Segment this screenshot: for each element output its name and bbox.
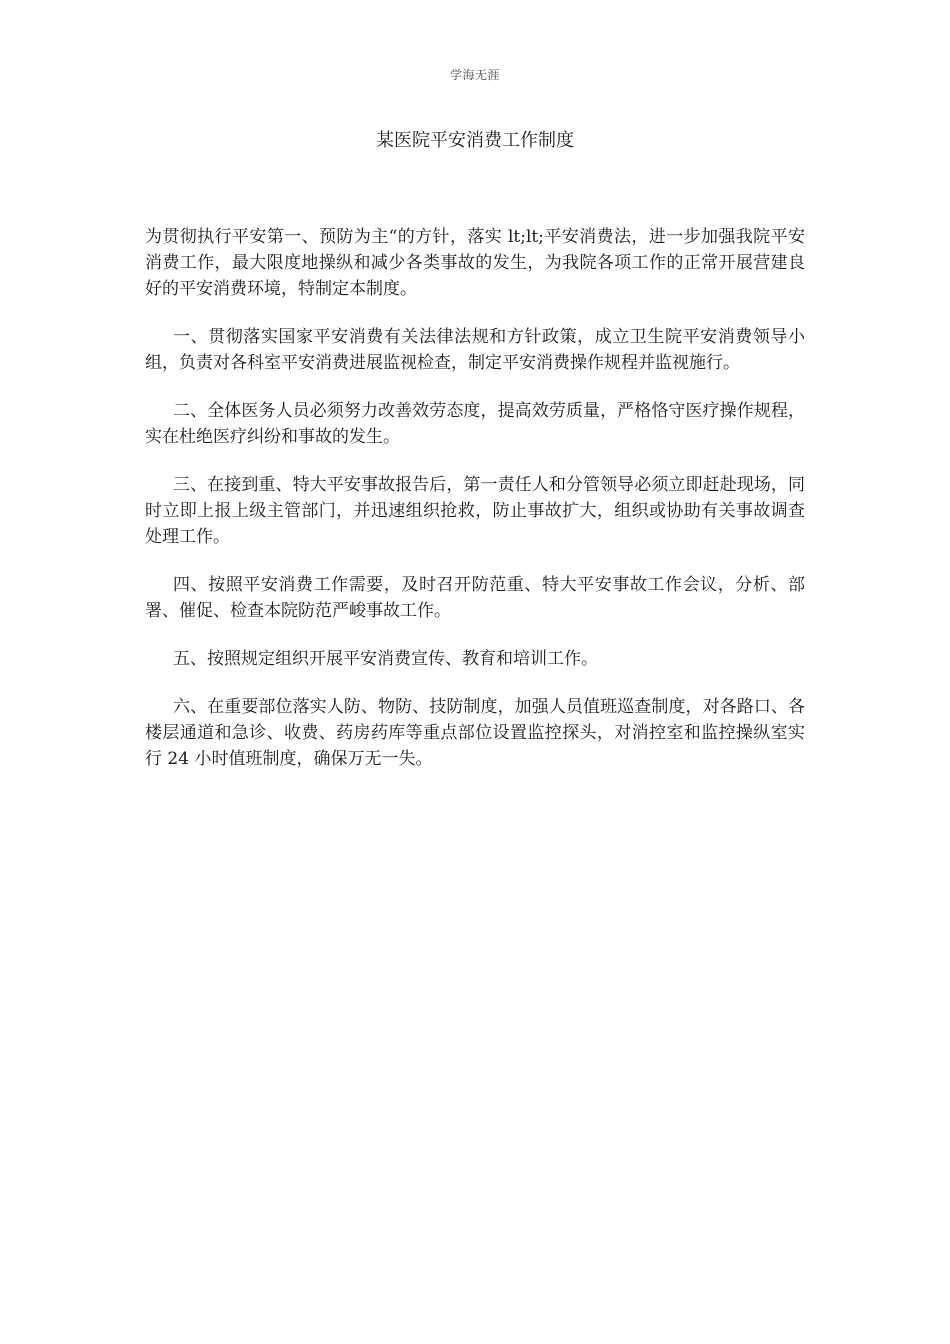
- paragraph-3: 三、在接到重、特大平安事故报告后，第一责任人和分管领导必须立即赶赴现场，同时立即上报上级主管部门，并迅速组织抢救，防止事故扩大，组织或协助有关事故调查处理工作。: [145, 475, 805, 547]
- paragraph-1: 一、贯彻落实国家平安消费有关法律法规和方针政策，成立卫生院平安消费领导小组，负责对各科室平安消费进展监视检查，制定平安消费操作规程并监视施行。: [145, 327, 805, 373]
- paragraph-5: 五、按照规定组织开展平安消费宣传、教育和培训工作。: [173, 649, 598, 669]
- paragraph-6: 六、在重要部位落实人防、物防、技防制度，加强人员值班巡查制度，对各路口、各楼层通道和急诊、收费、药房药库等重点部位设置监控探头，对消控室和监控操纵室实行 24 小时值班制度，确保万无一失。: [145, 697, 805, 769]
- document-body: [145, 224, 805, 794]
- paragraph-4: 四、按照平安消费工作需要，及时召开防范重、特大平安事故工作会议，分析、部署、催促、检查本院防范严峻事故工作。: [145, 575, 805, 621]
- intro-paragraph: 为贯彻执行平安第一、预防为主“的方针，落实 lt;lt;平安消费法，进一步加强我院平安消费工作，最大限度地操纵和减少各类事故的发生，为我院各项工作的正常开展营建良好的平安消费环境，特制定本制度。: [145, 227, 805, 299]
- document-title: 某医院平安消费工作制度: [376, 130, 574, 151]
- page-header: 学海无涯: [449, 68, 500, 82]
- paragraph-2: 二、全体医务人员必须努力改善效劳态度，提高效劳质量，严格恪守医疗操作规程，实在杜绝医疗纠纷和事故的发生。: [145, 401, 805, 447]
